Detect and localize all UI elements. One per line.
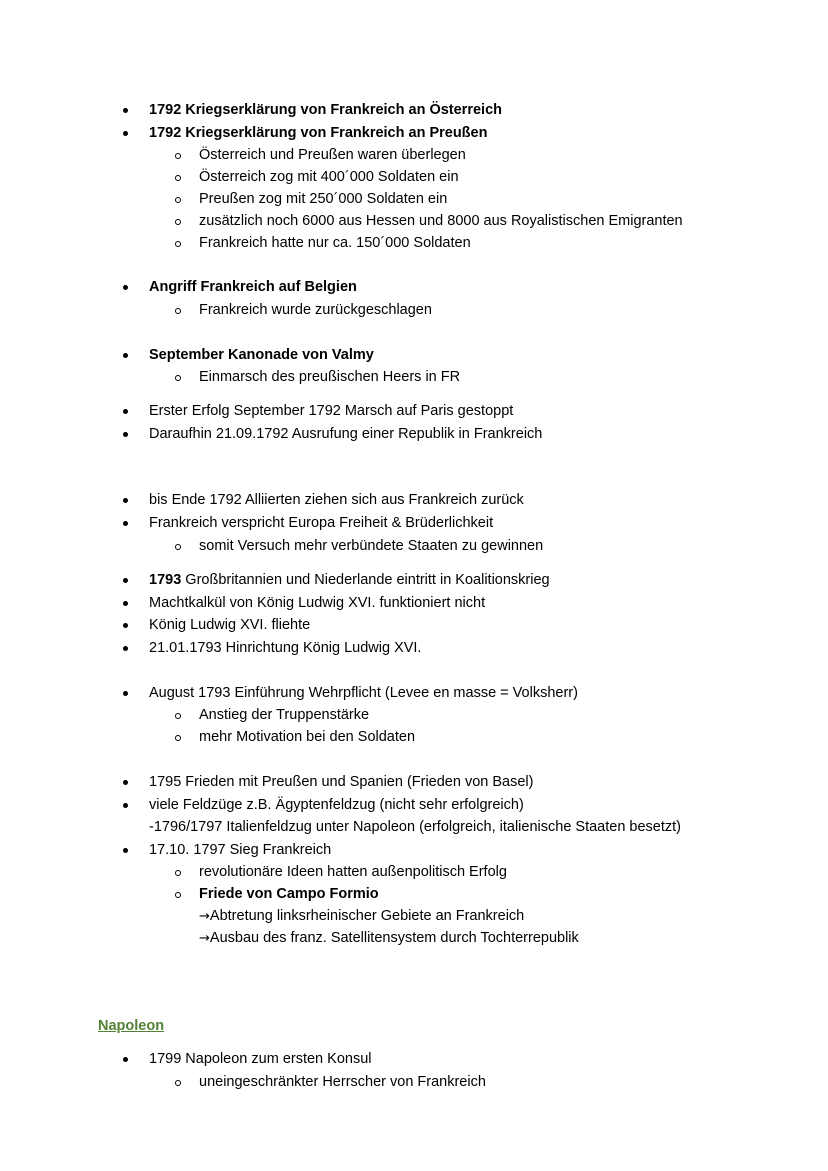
item-text: 1795 Frieden mit Preußen und Spanien (Frieden von Basel) bbox=[149, 774, 534, 790]
bullet-icon bbox=[123, 623, 128, 628]
circle-bullet-icon bbox=[175, 735, 181, 741]
list-item-continuation bbox=[0, 817, 828, 837]
list-item bbox=[0, 840, 828, 860]
circle-bullet-icon bbox=[175, 544, 181, 550]
item-text: Daraufhin 21.09.1792 Ausrufung einer Republik in Frankreich bbox=[149, 426, 543, 442]
circle-bullet-icon bbox=[175, 241, 181, 247]
item-text: -1796/1797 Italienfeldzug unter Napoleon (erfolgreich, italienische Staaten besetzt) bbox=[149, 819, 682, 835]
item-text: bis Ende 1792 Alliierten ziehen sich aus Frankreich zurück bbox=[149, 492, 524, 508]
item-text: 1792 Kriegserklärung von Frankreich an Preußen bbox=[149, 125, 488, 141]
bullet-icon bbox=[123, 646, 128, 651]
item-text: 17.10. 1797 Sieg Frankreich bbox=[149, 842, 332, 858]
list-item bbox=[0, 490, 828, 510]
bullet-icon bbox=[123, 353, 128, 358]
item-text: 21.01.1793 Hinrichtung König Ludwig XVI. bbox=[149, 640, 422, 656]
item-text: Ausbau des franz. Satellitensystem durch Tochterrepublik bbox=[209, 930, 579, 946]
list-item bbox=[0, 345, 828, 365]
circle-bullet-icon bbox=[175, 870, 181, 876]
item-text: Friede von Campo Formio bbox=[199, 886, 379, 902]
bullet-icon bbox=[123, 432, 128, 437]
section-heading: Napoleon bbox=[98, 1018, 165, 1034]
sub-list-item bbox=[0, 536, 828, 556]
item-text: Einmarsch des preußischen Heers in FR bbox=[199, 369, 461, 385]
arrow-right-icon: → bbox=[199, 909, 210, 924]
sub-list-item bbox=[0, 1072, 828, 1092]
bullet-icon bbox=[123, 131, 128, 136]
sub-list-item bbox=[0, 862, 828, 882]
arrow-right-icon: → bbox=[199, 931, 210, 946]
circle-bullet-icon bbox=[175, 197, 181, 203]
item-text: 1792 Kriegserklärung von Frankreich an Österreich bbox=[149, 102, 502, 118]
circle-bullet-icon bbox=[175, 175, 181, 181]
arrow-item bbox=[0, 906, 828, 926]
item-text: Angriff Frankreich auf Belgien bbox=[149, 279, 357, 295]
item-text: Anstieg der Truppenstärke bbox=[199, 707, 370, 723]
list-item bbox=[0, 795, 828, 815]
item-text: Österreich und Preußen waren überlegen bbox=[199, 147, 466, 163]
sub-list-item bbox=[0, 211, 828, 231]
list-item bbox=[0, 277, 828, 297]
item-text: viele Feldzüge z.B. Ägyptenfeldzug (nicht sehr erfolgreich) bbox=[149, 797, 524, 813]
sub-list-item bbox=[0, 167, 828, 187]
list-item bbox=[0, 593, 828, 613]
sub-list-item bbox=[0, 884, 828, 904]
item-text: König Ludwig XVI. fliehte bbox=[149, 617, 311, 633]
item-bold-text: 1793 bbox=[149, 572, 182, 588]
sub-list-item bbox=[0, 300, 828, 320]
bullet-icon bbox=[123, 601, 128, 606]
item-text: Frankreich verspricht Europa Freiheit & Brüderlichkeit bbox=[149, 515, 494, 531]
circle-bullet-icon bbox=[175, 308, 181, 314]
bullet-icon bbox=[123, 285, 128, 290]
list-item bbox=[0, 100, 828, 120]
list-item bbox=[0, 424, 828, 444]
sub-list-item bbox=[0, 145, 828, 165]
item-text: Preußen zog mit 250´000 Soldaten ein bbox=[199, 191, 448, 207]
circle-bullet-icon bbox=[175, 153, 181, 159]
list-item bbox=[0, 123, 828, 143]
sub-list-item bbox=[0, 727, 828, 747]
item-text: mehr Motivation bei den Soldaten bbox=[199, 729, 416, 745]
sub-list-item bbox=[0, 233, 828, 253]
list-item bbox=[0, 401, 828, 421]
item-text: Abtretung linksrheinischer Gebiete an Frankreich bbox=[209, 908, 525, 924]
list-item bbox=[0, 513, 828, 533]
item-text: Erster Erfolg September 1792 Marsch auf Paris gestoppt bbox=[149, 403, 514, 419]
arrow-item bbox=[0, 928, 828, 948]
item-text: August 1793 Einführung Wehrpflicht (Levee en masse = Volksherr) bbox=[149, 685, 578, 701]
item-text: Großbritannien und Niederlande eintritt in Koalitionskrieg bbox=[181, 572, 550, 588]
list-item bbox=[0, 683, 828, 703]
sub-list-item bbox=[0, 705, 828, 725]
bullet-icon bbox=[123, 578, 128, 583]
bullet-icon bbox=[123, 498, 128, 503]
bullet-icon bbox=[123, 803, 128, 808]
item-text: 1799 Napoleon zum ersten Konsul bbox=[149, 1051, 372, 1067]
circle-bullet-icon bbox=[175, 1080, 181, 1086]
item-text: somit Versuch mehr verbündete Staaten zu gewinnen bbox=[199, 538, 544, 554]
circle-bullet-icon bbox=[175, 892, 181, 898]
item-text: September Kanonade von Valmy bbox=[149, 347, 374, 363]
bullet-icon bbox=[123, 1057, 128, 1062]
item-text: zusätzlich noch 6000 aus Hessen und 8000 aus Royalistischen Emigranten bbox=[199, 213, 683, 229]
list-item bbox=[0, 772, 828, 792]
item-text: Österreich zog mit 400´000 Soldaten ein bbox=[199, 169, 459, 185]
sub-list-item bbox=[0, 189, 828, 209]
circle-bullet-icon bbox=[175, 713, 181, 719]
circle-bullet-icon bbox=[175, 375, 181, 381]
bullet-icon bbox=[123, 409, 128, 414]
item-text: Frankreich hatte nur ca. 150´000 Soldaten bbox=[199, 235, 471, 251]
sub-list-item bbox=[0, 367, 828, 387]
bullet-icon bbox=[123, 691, 128, 696]
item-text: Frankreich wurde zurückgeschlagen bbox=[199, 302, 432, 318]
bullet-icon bbox=[123, 521, 128, 526]
bullet-icon bbox=[123, 108, 128, 113]
item-text: revolutionäre Ideen hatten außenpolitisch Erfolg bbox=[199, 864, 507, 880]
list-item bbox=[0, 615, 828, 635]
list-item bbox=[0, 570, 828, 590]
bullet-icon bbox=[123, 848, 128, 853]
bullet-icon bbox=[123, 780, 128, 785]
item-text: Machtkalkül von König Ludwig XVI. funktioniert nicht bbox=[149, 595, 486, 611]
list-item bbox=[0, 638, 828, 658]
list-item bbox=[0, 1049, 828, 1069]
item-text: uneingeschränkter Herrscher von Frankreich bbox=[199, 1074, 486, 1090]
circle-bullet-icon bbox=[175, 219, 181, 225]
